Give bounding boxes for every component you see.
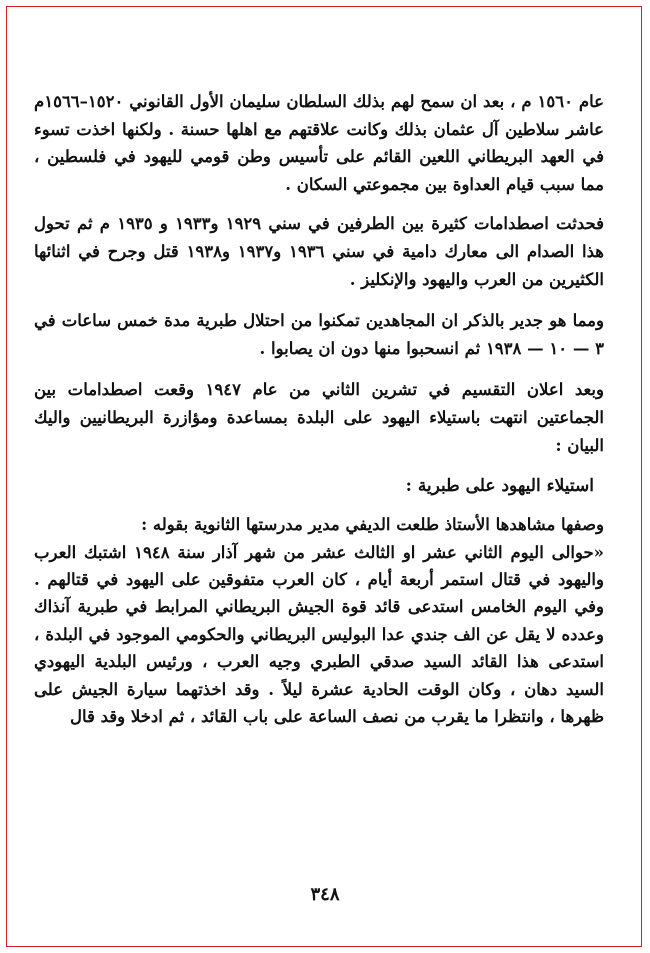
paragraph-1: عام ١٥٦٠ م ، بعد ان سمح لهم بذلك السلطان سليمان الأول القانوني ١٥٢٠–١٥٦٦م عاشر سلاطين آل عثمان بذلك وكانت علاقتهم مع اهلها حسنة . ولكنها اخذت تسوء في العهد البريطاني اللعين القائم على تأسيس وطن قومي لليهود في فلسطين ، مما سبب قيام العداوة بين مجموعتي السكان . bbox=[34, 92, 604, 194]
quoted-account bbox=[34, 511, 604, 730]
quote-text: «حوالى اليوم الثاني عشر او الثالث عشر من شهر آذار سنة ١٩٤٨ اشتبك العرب واليهود في قتال استمر أربعة أيام ، كان العرب متفوقين على اليهود في قتالهم . وفي اليوم الخامس استدعى قائد قوة الجيش البريطاني المرابط في طبرية آنذاك وعدده لا يقل عن الف جندي عدا البوليس البريطاني والحكومي الموجود في البلدة ، استدعى هذا القائد السيد صدقي الطبري وجيه العرب ، ورئيس البلدية اليهودي السيد دهان ، وكان الوقت الحادية عشرة ليلاً . وقد اخذتهما سيارة الجيش على ظهرها ، وانتظرا ما يقرب من نصف الساعة على باب القائد ، ثم ادخلا وقد قال bbox=[34, 542, 604, 726]
quote-intro: وصفها مشاهدها الأستاذ طلعت الديفي مدير مدرستها الثانوية بقوله : bbox=[141, 515, 604, 535]
section-heading: استيلاء اليهود على طبرية : bbox=[405, 476, 594, 497]
paragraph-2: فحدثت اصطدامات كثيرة بين الطرفين في سني ١٩٢٩ و١٩٣٣ و ١٩٣٥ م ثم تحول هذا الصدام الى معارك دامية في سني ١٩٣٦ و١٩٣٧ و١٩٣٨ قتل وجرح في اثنائها الكثيرين من العرب واليهود والإنكليز . bbox=[34, 214, 605, 289]
document-body bbox=[34, 88, 604, 730]
paragraph-4: وبعد اعلان التقسيم في تشرين الثاني من عام ١٩٤٧ وقعت اصطدامات بين الجماعتين انتهت باستيلاء اليهود على البلدة بمساعدة ومؤازرة البريطانيين واليك البيان : bbox=[34, 380, 604, 455]
page-number: ٣٤٨ bbox=[310, 884, 340, 905]
paragraph-3: ومما هو جدير بالذكر ان المجاهدين تمكنوا من احتلال طبرية مدة خمس ساعات في ٣ — ١٠ — ١٩٣٨ ثم انسحبوا منها دون ان يصابوا . bbox=[34, 311, 604, 358]
